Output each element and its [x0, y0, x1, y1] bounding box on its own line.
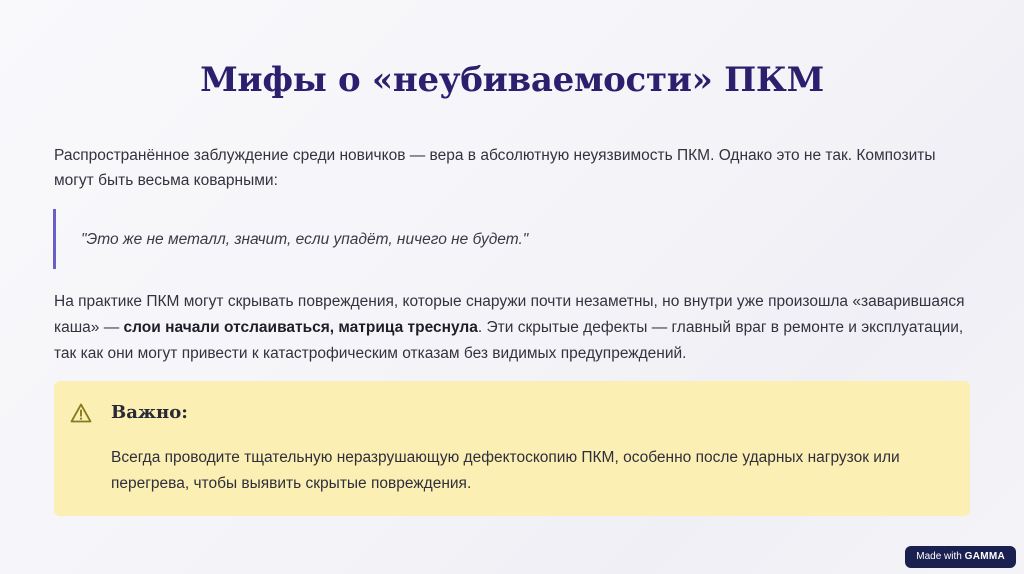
- callout-title: Важно:: [111, 402, 188, 423]
- body-text-start: На практике ПКМ могут скрывать повреждения, которые снаружи почти незаметны, но внутри уже произошла «заварившаяся каша» —: [54, 293, 965, 336]
- warning-triangle-icon: [70, 403, 92, 423]
- body-bold-text: слои начали отслаиваться, матрица треснула: [123, 319, 478, 336]
- body-text-end: . Эти скрытые дефекты — главный враг в ремонте и эксплуатации, так как они могут привести к катастрофическим отказам без видимых предупреждений.: [54, 319, 964, 362]
- body-paragraph: [54, 289, 979, 367]
- quote-text: "Это же не металл, значит, если упадёт, ничего не будет.": [81, 231, 529, 248]
- badge-prefix: Made with: [916, 551, 962, 562]
- intro-paragraph: Распространённое заблуждение среди новичков — вера в абсолютную неуязвимость ПКМ. Однако это не так. Композиты могут быть весьма коварными:: [54, 147, 936, 189]
- made-with-gamma-badge[interactable]: [905, 546, 1016, 568]
- important-callout: [54, 381, 970, 516]
- slide-title: Мифы о «неубиваемости» ПКМ: [200, 60, 824, 100]
- callout-text: Всегда проводите тщательную неразрушающую дефектоскопию ПКМ, особенно после ударных нагрузок или перегрева, чтобы выявить скрытые повреждения.: [111, 449, 900, 492]
- quote-block: [53, 209, 956, 269]
- gamma-logo: GAMMA: [964, 551, 1005, 562]
